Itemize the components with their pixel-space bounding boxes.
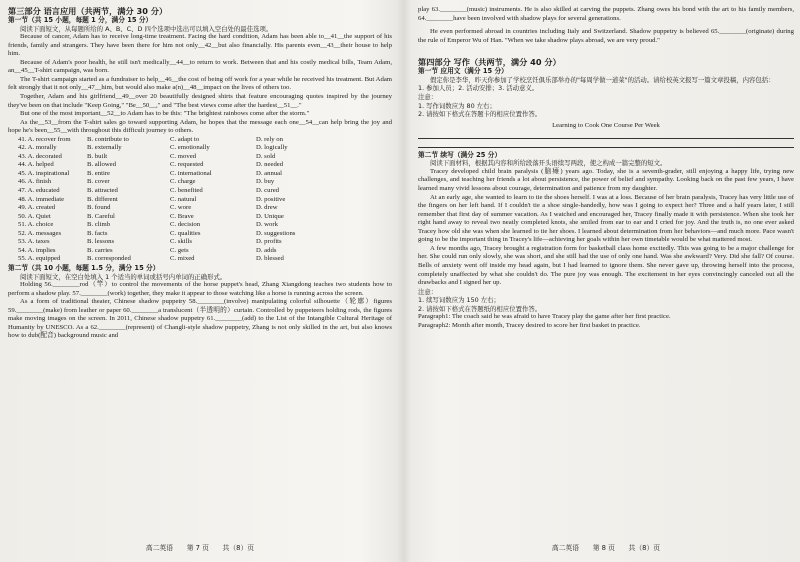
paragraph-start: Paragraph2: Month after month, Tracey desired to score her first basket in practice. bbox=[418, 321, 641, 329]
page-8 bbox=[418, 6, 794, 554]
writing1-prompt: 假定你是李华，昨天你参加了学校烹饪俱乐部举办的"每周学做一道菜"的活动。请给校英文报写一篇文章投稿，内容包括： bbox=[430, 75, 775, 84]
writing2-heading: 第二节 续写（满分 25 分） bbox=[418, 150, 502, 159]
option-row: 45. A. inspirational B. entire C. international D. annual bbox=[18, 169, 282, 177]
option-row: 41. A. recover from B. contribute to C. adapt to D. rely on bbox=[18, 135, 283, 143]
writing2-instructions: 阅读下面材料，根据其内容和所给段落开头语续写两段，使之构成一篇完整的短文。 bbox=[430, 159, 667, 168]
writing1-heading: 第一节 应用文（满分 15 分） bbox=[418, 67, 508, 76]
note-label: 注意： bbox=[418, 287, 438, 296]
story-paragraph: Tracey developed child brain paralysis (脑瘫) years ago. Today, she is a seventh-grader, still enjoying a happy life, trying new challenges, and teaching her friends a lot about persistence, the power of belief and sympathy. Looking back on the past few years, I have learned many vivid lessons about courage, determination and patience from my daughter. bbox=[418, 167, 794, 193]
option-row: 42. A. morally B. externally C. emotionally D. logically bbox=[18, 144, 288, 152]
option-row: 46. A. finish B. cover C. charge D. buy bbox=[18, 178, 275, 186]
grammar-paragraph: Holding 56.________rod（竿）to control the movements of the horse puppet's head, Zhang Xiangdong teaches two students how to perform a shadow play. 57.________(work) together, they make it appear to those watching like a horse is running across the screen. bbox=[8, 281, 392, 297]
page-footer: 高二英语 第 7 页 共（8）页 bbox=[145, 544, 255, 552]
essay-title: Learning to Cook One Course Per Week bbox=[552, 121, 660, 129]
option-row: 43. A. decorated B. built C. moved D. sold bbox=[18, 152, 276, 160]
writing2-note: 2. 请按如下格式在答题纸的相应位置作答。 bbox=[418, 304, 542, 313]
paragraph-start: Paragraph1: The coach said he was afraid to have Tracey play the game after her first practice. bbox=[418, 313, 671, 321]
writing1-note: 1. 写作词数应为 80 左右； bbox=[418, 101, 496, 110]
cloze-paragraph: The T-shirt campaign started as a fundraiser to help__46__the cost of being off work for a year while he received his treatment. But Adam felt strongly that it not only__47__him, but would also make a(n)__48__impact on the lives of others too. bbox=[8, 75, 392, 92]
option-row: 47. A. educated B. attracted C. benefited D. cured bbox=[18, 187, 280, 195]
answer-line bbox=[418, 140, 794, 148]
cloze-paragraph: Because of Adam's poor health, he still isn't medically__44__to return to work. Between that and his costly medical bills, Team Adam, an__45__T-shirt campaign, was born. bbox=[8, 58, 392, 75]
story-paragraph: At an early age, she wanted to learn to tie the shoes herself. I was at a loss. Because of her brain paralysis, Tracey has very little use of the fingers on her left hand. If I couldn't tie a shoe single-handedly, how was I going to expect her? Three and a half years later, I still remember that first day of summer vacation. As I watched and encouraged her, Tracey finally made it with persistence. When she took her right hand away to reveal two neatly completed knots, she smiled from ear to ear and I cried for joy. And the truth is, no one ever asked Tracey how old she was when she learned to tie her shoes. I learned about determination from her behaviors—and much more. Pace wasn't going to be the important thing in Tracey's life—achieving her goals within her own timetable would be what mattered most. bbox=[418, 193, 794, 244]
option-row: 50. A. Quiet B. Careful C. Brave D. Unique bbox=[18, 212, 284, 220]
section2-instructions: 阅读下面短文，在空白处填入 1 个适当的单词或括号内单词的正确形式。 bbox=[20, 272, 227, 281]
writing1-points: 1. 参加人员；2. 活动安排；3. 活动意义。 bbox=[418, 84, 539, 93]
cloze-paragraph: Because of cancer, Adam has to receive long-time treatment. Facing the hard condition, Adam has been able to__41__the support of his friends, family and strangers. They have been there for him not only__42__but also financially. His parents even__43__their house to help him. bbox=[8, 33, 392, 58]
options-table bbox=[8, 136, 392, 264]
option-row: 51. A. choice B. climb C. decision D. work bbox=[18, 221, 278, 229]
section1-instructions: 阅读下面短文，从每题所给的 A、B、C、D 四个选项中选出可以填入空白处的最佳选项。 bbox=[20, 24, 273, 33]
cloze-paragraph: But one of the most important__52__to Adam has to be this: "The brightest rainbows come after the storm." bbox=[20, 110, 310, 118]
page-fold bbox=[397, 0, 411, 562]
part4-heading: 第四部分 写作（共两节，满分 40 分） bbox=[418, 57, 561, 68]
part3-heading: 第三部分 语言应用（共两节，满分 30 分） bbox=[8, 6, 168, 16]
answer-line bbox=[418, 132, 794, 140]
section1-heading: 第一节（共 15 小题，每题 1 分，满分 15 分） bbox=[8, 16, 153, 24]
story-paragraph: A few months ago, Tracey brought a registration form for basketball class home excitedly. This was going to be a major challenge for her. She could run only slowly, she was short, and she still had the use of only one hand. Was she awkward? Very. Did she fall? Of course. Bells of anxiety went off inside my head again, but I had learned to ignore them. She never gave up, throwing herself into the process, completely unaffected by what she couldn't do. The pure joy was enough. The excitement in her eyes convincingly canceled out all the drawbacks and I signed her up. bbox=[418, 244, 794, 287]
page-7 bbox=[8, 6, 392, 554]
page-footer: 高二英语 第 8 页 共（8）页 bbox=[551, 544, 661, 552]
option-row: 49. A. created B. found C. wore D. drew bbox=[18, 204, 278, 212]
section2-heading: 第二节（共 10 小题，每题 1.5 分，满分 15 分） bbox=[8, 263, 160, 272]
option-row: 53. A. taxes B. lessons C. skills D. profits bbox=[18, 238, 282, 246]
grammar-continuation: He even performed abroad in countries including Italy and Switzerland. Shadow puppetry is believed 65.________(originate) during the rule of Emperor Wu of Han. "When we take shadow plays abroad, we are very proud." bbox=[418, 28, 794, 44]
option-row: 54. A. implies B. carries C. gets D. adds bbox=[18, 246, 277, 254]
option-row: 44. A. helped B. allowed C. requested D. needed bbox=[18, 161, 284, 169]
cloze-paragraph: As the__53__from the T-shirt sales go toward supporting Adam, he hopes that the message each one__54__can help bring the joy and hope he's been__55__with throughout this difficult journey to others. bbox=[8, 118, 392, 135]
grammar-continuation: play 63.________(music) instruments. He is also skilled at carving the puppets. Zhang owes his bond with the art to his family members, 64.________have been involved with shadow plays for several generations. bbox=[418, 6, 794, 22]
note-label: 注意： bbox=[418, 92, 438, 101]
option-row: 55. A. equipped B. corresponded C. mixed D. blessed bbox=[18, 255, 284, 263]
grammar-paragraph: As a form of traditional theater, Chinese shadow puppetry 58.________(involve) manipulating colorful silhouette（轮廓）figures 59.________(make) from leather or paper 60.________a translucent（半透明的）curtain. Controlled by puppeteers holding rods, the figures make moving images on the screen. In 2011, Chinese shadow puppetry 61.________(add) to the List of the Intangible Cultural Heritage of Humanity by UNESCO. As a 62.________(represent) of Changli-style shadow puppetry, Zhang is not only skilled in the art, but also knows how to dub(配音) background music and bbox=[8, 298, 392, 340]
writing2-note: 1. 续写词数应为 150 左右； bbox=[418, 296, 500, 305]
option-row: 48. A. immediate B. different C. natural D. positive bbox=[18, 195, 286, 203]
option-row: 52. A. messages B. facts C. qualities D. suggestions bbox=[18, 229, 296, 237]
writing1-note: 2. 请按如下格式在答题卡的相应位置作答。 bbox=[418, 110, 542, 119]
cloze-paragraph: Together, Adam and his girlfriend__49__over 20 beautifully designed shirts that feature encouraging quotes inspired by the journey they've been on that include "Keep Going," "Be__50__," and "The best views come after the hardest__51__." bbox=[8, 93, 392, 109]
